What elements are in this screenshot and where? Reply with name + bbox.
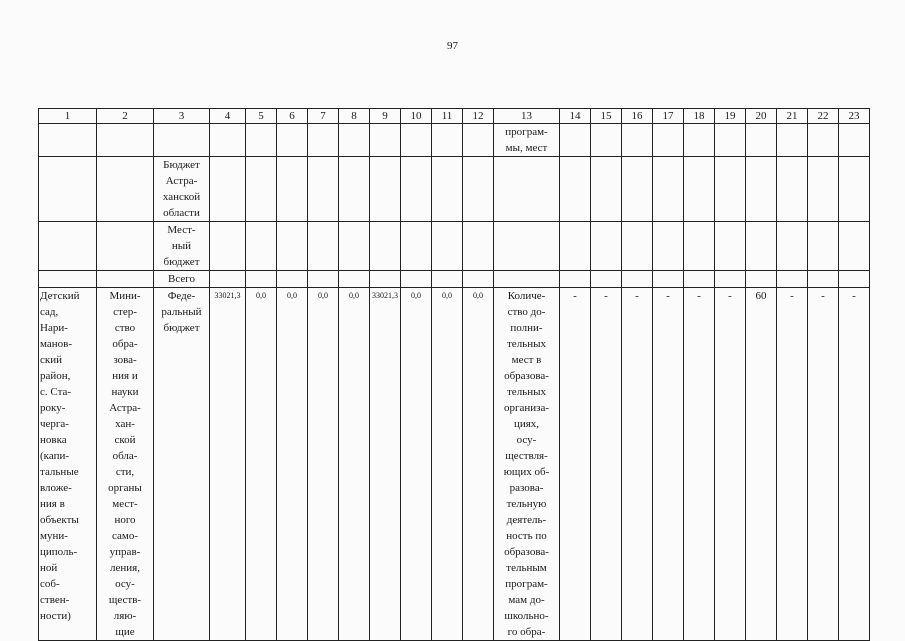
empty-cell: [777, 222, 808, 271]
funding-value-cell: 0,0: [339, 288, 370, 641]
funding-value-cell: 0,0: [246, 288, 277, 641]
empty-cell: [401, 271, 432, 288]
target-value-cell: 60: [746, 288, 777, 641]
column-header: 10: [401, 109, 432, 124]
empty-cell: [839, 271, 870, 288]
empty-cell: [746, 157, 777, 222]
empty-cell: [746, 222, 777, 271]
empty-cell: [653, 271, 684, 288]
empty-cell: [808, 222, 839, 271]
empty-cell: [808, 271, 839, 288]
empty-cell: [777, 124, 808, 157]
empty-cell: [97, 271, 154, 288]
empty-cell: [308, 157, 339, 222]
page-number: 97: [447, 40, 458, 52]
empty-cell: [777, 271, 808, 288]
empty-cell: [746, 271, 777, 288]
target-value-cell: -: [777, 288, 808, 641]
funding-value-cell: 0,0: [401, 288, 432, 641]
empty-cell: [39, 157, 97, 222]
funding-value-cell: 0,0: [308, 288, 339, 641]
target-value-cell: -: [808, 288, 839, 641]
column-header: 9: [370, 109, 401, 124]
empty-cell: [308, 222, 339, 271]
empty-cell: [653, 157, 684, 222]
empty-cell: [277, 271, 308, 288]
budget-source-label: Бюджет Астра- ханской области: [154, 157, 210, 222]
empty-cell: [246, 222, 277, 271]
empty-cell: [277, 124, 308, 157]
table-row: [39, 288, 870, 641]
empty-cell: [494, 222, 560, 271]
empty-cell: [560, 222, 591, 271]
empty-cell: [808, 124, 839, 157]
empty-cell: [370, 157, 401, 222]
empty-cell: [39, 222, 97, 271]
column-header: 14: [560, 109, 591, 124]
data-table: [38, 108, 870, 641]
target-value-cell: -: [560, 288, 591, 641]
empty-cell: [277, 222, 308, 271]
empty-cell: [339, 157, 370, 222]
target-value-cell: -: [839, 288, 870, 641]
empty-cell: [622, 222, 653, 271]
empty-cell: [591, 124, 622, 157]
empty-cell: [463, 271, 494, 288]
empty-cell: [715, 157, 746, 222]
empty-cell: [370, 271, 401, 288]
empty-cell: [246, 271, 277, 288]
empty-cell: [339, 222, 370, 271]
empty-cell: [746, 124, 777, 157]
empty-cell: [839, 124, 870, 157]
empty-cell: [308, 124, 339, 157]
empty-cell: [401, 124, 432, 157]
empty-cell: [154, 124, 210, 157]
empty-cell: [653, 222, 684, 271]
empty-cell: [246, 124, 277, 157]
column-header: 3: [154, 109, 210, 124]
header-row: [39, 109, 870, 124]
empty-cell: [432, 124, 463, 157]
empty-cell: [401, 222, 432, 271]
empty-cell: [684, 271, 715, 288]
empty-cell: [839, 157, 870, 222]
column-header: 21: [777, 109, 808, 124]
budget-row: [39, 271, 870, 288]
column-header: 22: [808, 109, 839, 124]
empty-cell: [432, 222, 463, 271]
empty-cell: [684, 157, 715, 222]
empty-cell: [622, 124, 653, 157]
empty-cell: [277, 157, 308, 222]
empty-cell: [463, 222, 494, 271]
empty-cell: [210, 222, 246, 271]
empty-cell: [370, 222, 401, 271]
budget-row: [39, 157, 870, 222]
empty-cell: [210, 124, 246, 157]
column-header: 12: [463, 109, 494, 124]
empty-cell: [97, 222, 154, 271]
empty-cell: [210, 157, 246, 222]
column-header: 5: [246, 109, 277, 124]
empty-cell: [97, 124, 154, 157]
target-value-cell: -: [715, 288, 746, 641]
empty-cell: [808, 157, 839, 222]
empty-cell: [591, 157, 622, 222]
column-header: 20: [746, 109, 777, 124]
empty-cell: [494, 271, 560, 288]
funding-value-cell: 0,0: [463, 288, 494, 641]
empty-cell: [432, 157, 463, 222]
empty-cell: [39, 124, 97, 157]
indicator-cell: Количе- ство до- полни- тельных мест в образова- тельных организа- циях, осу- ществля- ющих об- разова- тельную деятель- ность по образова- тельным програм- мам до- школьно- го обра-: [494, 288, 560, 641]
empty-cell: [591, 222, 622, 271]
empty-cell: [432, 271, 463, 288]
column-header: 16: [622, 109, 653, 124]
target-value-cell: -: [622, 288, 653, 641]
empty-cell: [715, 222, 746, 271]
empty-cell: [463, 124, 494, 157]
column-header: 8: [339, 109, 370, 124]
column-header: 15: [591, 109, 622, 124]
empty-cell: [370, 124, 401, 157]
empty-cell: [715, 124, 746, 157]
target-value-cell: -: [684, 288, 715, 641]
empty-cell: [339, 271, 370, 288]
column-header: 11: [432, 109, 463, 124]
empty-cell: [401, 157, 432, 222]
column-header: 2: [97, 109, 154, 124]
funding-value-cell: 33021,3: [370, 288, 401, 641]
empty-cell: [622, 157, 653, 222]
target-value-cell: -: [653, 288, 684, 641]
object-name-cell: Детский сад, Нари- манов- ский район, с. Ста- року- черга- новка (капи- тальные вложе- ния в объекты муни- циполь- ной соб- ствен- ности): [39, 288, 97, 641]
funding-value-cell: 0,0: [277, 288, 308, 641]
empty-cell: [97, 157, 154, 222]
empty-cell: [463, 157, 494, 222]
column-header: 23: [839, 109, 870, 124]
budget-source-label: Мест- ный бюджет: [154, 222, 210, 271]
empty-cell: [653, 124, 684, 157]
budget-source-label: Всего: [154, 271, 210, 288]
target-value-cell: -: [591, 288, 622, 641]
column-header: 6: [277, 109, 308, 124]
empty-cell: [210, 271, 246, 288]
column-header: 13: [494, 109, 560, 124]
empty-cell: [591, 271, 622, 288]
funding-value-cell: 33021,3: [210, 288, 246, 641]
column-header: 7: [308, 109, 339, 124]
empty-cell: [684, 124, 715, 157]
column-header: 1: [39, 109, 97, 124]
empty-cell: [308, 271, 339, 288]
empty-cell: [560, 157, 591, 222]
empty-cell: [684, 222, 715, 271]
funding-source-cell: Феде- ральный бюджет: [154, 288, 210, 641]
indicator-continuation: програм- мы, мест: [494, 124, 560, 157]
column-header: 17: [653, 109, 684, 124]
empty-cell: [839, 222, 870, 271]
empty-cell: [715, 271, 746, 288]
empty-cell: [39, 271, 97, 288]
column-header: 19: [715, 109, 746, 124]
column-header: 18: [684, 109, 715, 124]
empty-cell: [494, 157, 560, 222]
column-header: 4: [210, 109, 246, 124]
empty-cell: [246, 157, 277, 222]
empty-cell: [560, 271, 591, 288]
empty-cell: [622, 271, 653, 288]
funding-value-cell: 0,0: [432, 288, 463, 641]
empty-cell: [339, 124, 370, 157]
executor-cell: Мини- стер- ство обра- зова- ния и науки Астра- хан- ской обла- сти, органы мест- ного само- управ- ления, осу- ществ- ляю- щие: [97, 288, 154, 641]
continuation-row: [39, 124, 870, 157]
budget-row: [39, 222, 870, 271]
empty-cell: [777, 157, 808, 222]
empty-cell: [560, 124, 591, 157]
